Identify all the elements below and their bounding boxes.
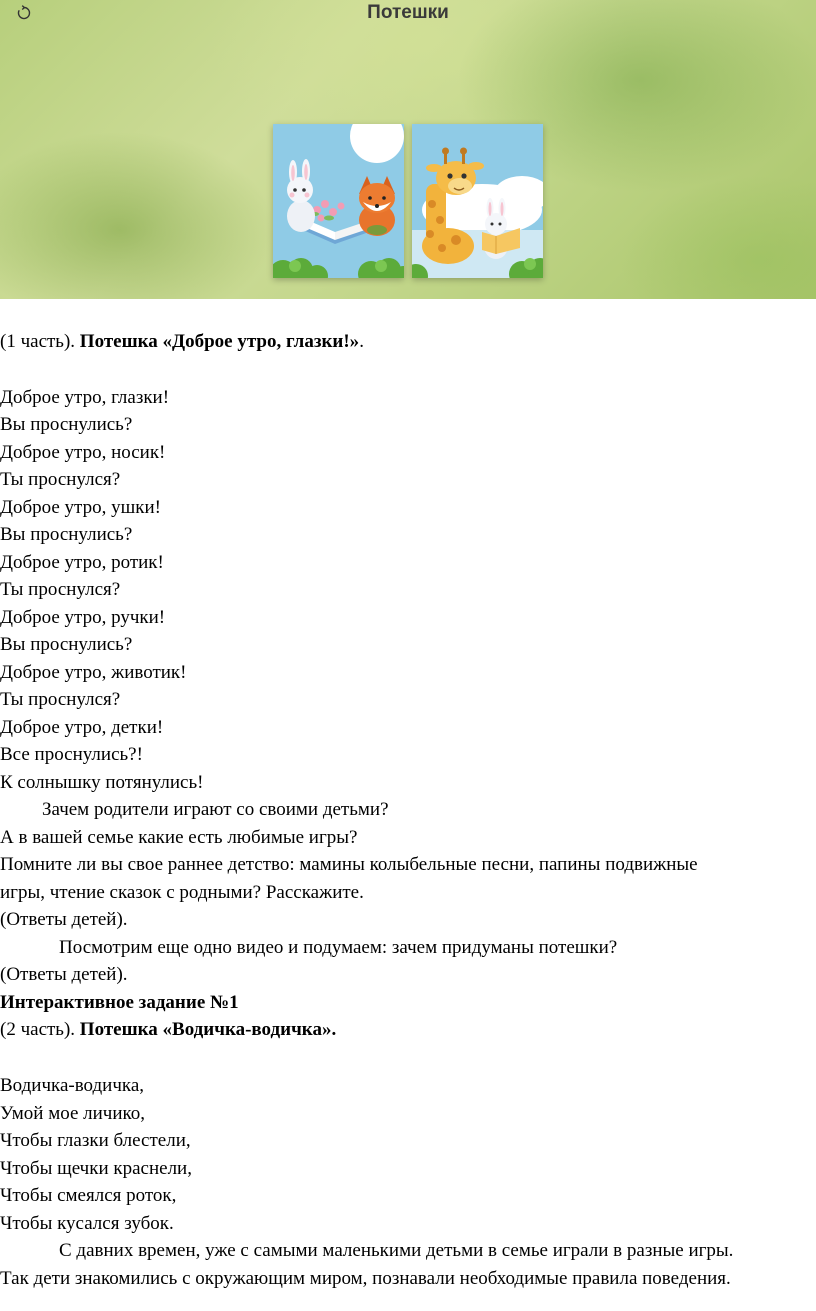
header-banner (0, 0, 816, 299)
closing-paragraph: Так дети знакомились с окружающим миром, познавали необходимые правила поведения. (0, 1268, 731, 1289)
question-paragraph: А в вашей семье какие есть любимые игры? (0, 827, 358, 848)
poem1-line: Вы проснулись? (0, 524, 133, 545)
poem1-line: Вы проснулись? (0, 634, 133, 655)
poem1-line: Вы проснулись? (0, 414, 133, 435)
interactive-task-heading: Интерактивное задание №1 (0, 992, 239, 1013)
giraffe-bunny-illustration (412, 124, 543, 278)
poem1-line: Все проснулись?! (0, 744, 143, 765)
poem1-line: К солнышку потянулись! (0, 772, 204, 793)
poem1-line: Ты проснулся? (0, 689, 121, 710)
poem1-line: Ты проснулся? (0, 579, 121, 600)
question-paragraph: Зачем родители играют со своими детьми? (42, 799, 389, 820)
poem2-line: Чтобы кусался зубок. (0, 1213, 174, 1234)
answers-note: (Ответы детей). (0, 909, 128, 930)
poem1-line: Доброе утро, детки! (0, 717, 164, 738)
poem1-line: Доброе утро, животик! (0, 662, 187, 683)
answers-note: (Ответы детей). (0, 964, 128, 985)
question-paragraph: игры, чтение сказок с родными? Расскажите. (0, 882, 364, 903)
poem2-line: Чтобы щечки краснели, (0, 1158, 192, 1179)
poem1-line: Доброе утро, глазки! (0, 387, 170, 408)
poem2-line: Водичка-водичка, (0, 1075, 145, 1096)
poem2-line: Умой мое личико, (0, 1103, 146, 1124)
video-paragraph: Посмотрим еще одно видео и подумаем: зачем придуманы потешки? (59, 937, 618, 958)
part1-heading: (1 часть). Потешка «Доброе утро, глазки!». (0, 331, 364, 352)
poem1-line: Ты проснулся? (0, 469, 121, 490)
bunny-fox-illustration (273, 124, 404, 278)
poem1-line: Доброе утро, ротик! (0, 552, 164, 573)
poem1-line: Доброе утро, носик! (0, 442, 166, 463)
poem1-line: Доброе утро, ручки! (0, 607, 166, 628)
part2-heading: (2 часть). Потешка «Водичка-водичка». (0, 1019, 337, 1040)
poem1-line: Доброе утро, ушки! (0, 497, 161, 518)
poem2-line: Чтобы глазки блестели, (0, 1130, 191, 1151)
closing-paragraph: С давних времен, уже с самыми маленькими детьми в семье играли в разные игры. (59, 1240, 734, 1261)
page-title: Потешки (367, 2, 449, 23)
question-paragraph: Помните ли вы свое раннее детство: мамины колыбельные песни, папины подвижные (0, 854, 698, 875)
poem2-line: Чтобы смеялся роток, (0, 1185, 177, 1206)
